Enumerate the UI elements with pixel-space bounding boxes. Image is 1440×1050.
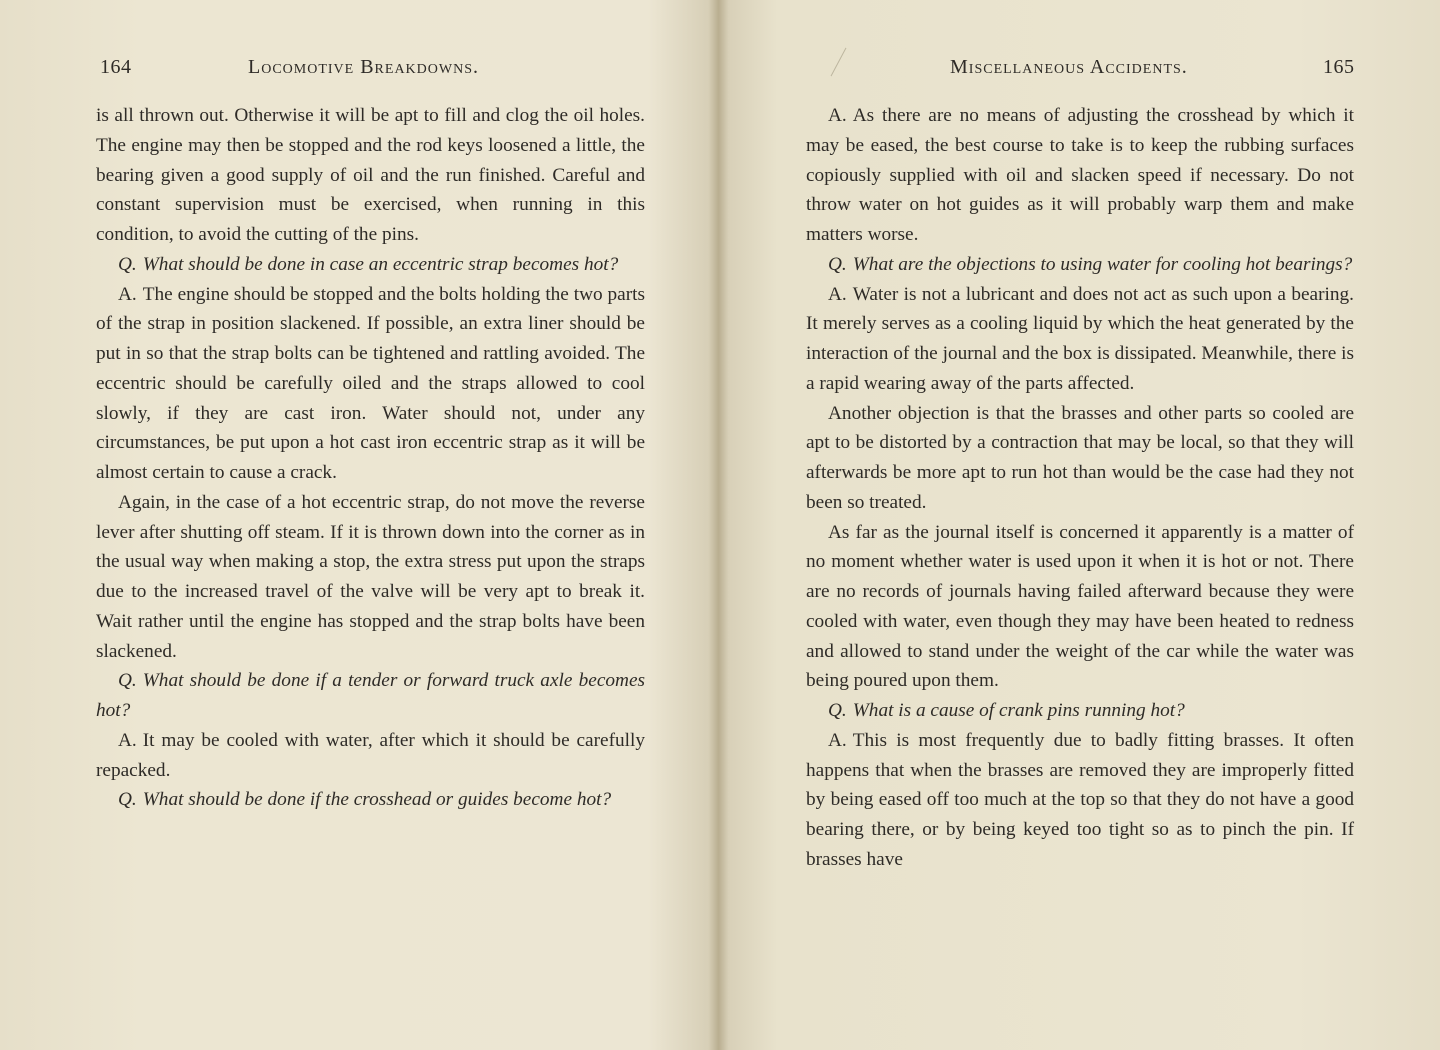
paragraph-text: What is a cause of crank pins running hot? bbox=[852, 700, 1185, 721]
answer-paragraph bbox=[96, 726, 645, 786]
body-paragraph bbox=[96, 488, 645, 667]
continued-paragraph bbox=[96, 101, 645, 250]
question-label: Q. bbox=[828, 253, 847, 275]
paragraph-text: As far as the journal itself is concerned it apparently is a matter of no moment whether water is used upon it when it is hot or not. There are no records of journals having failed afterward because they were cooled with water, even though they may have been heated to redness and allowed to stand under the weight of the car while the water was being poured upon them. bbox=[806, 521, 1354, 692]
paragraph-text: is all thrown out. Otherwise it will be apt to fill and clog the oil holes. The engine may then be stopped and the rod keys loosened a little, the bearing given a good supply of oil and the run finished. Careful and constant supervision must be exercised, when running in this condition, to avoid the cutting of the pins. bbox=[96, 105, 645, 245]
answer-label: A. bbox=[118, 283, 137, 305]
answer-paragraph bbox=[806, 280, 1354, 399]
running-head-left: Locomotive Breakdowns. bbox=[248, 56, 479, 78]
question-paragraph bbox=[96, 785, 645, 815]
paragraph-text: It may be cooled with water, after which it should be carefully repacked. bbox=[96, 729, 645, 781]
left-page-body bbox=[96, 101, 645, 815]
answer-paragraph bbox=[806, 101, 1354, 250]
question-label: Q. bbox=[118, 789, 137, 811]
right-page-body bbox=[806, 101, 1354, 875]
question-label: Q. bbox=[118, 670, 137, 692]
paragraph-text: What are the objections to using water for cooling hot bearings? bbox=[852, 253, 1353, 275]
question-paragraph bbox=[806, 696, 1354, 726]
page-number-right: 165 bbox=[1323, 56, 1355, 78]
paragraph-text: Water is not a lubricant and does not act as such upon a bearing. It merely serves as a cooling liquid by which the heat generated by the interaction of the journal and the box is dissipated. Meanwhile, there is a rapid wearing away of the parts affected. bbox=[806, 283, 1354, 394]
paragraph-text: As there are no means of adjusting the crosshead by which it may be eased, the best course to take is to keep the rubbing surfaces copiously supplied with oil and slacken speed if necessary. Do not throw water on hot guides as it will probably warp them and make matters worse. bbox=[806, 105, 1354, 245]
answer-label: A. bbox=[828, 105, 847, 126]
body-paragraph bbox=[806, 518, 1354, 697]
paragraph-text: Another objection is that the brasses and other parts so cooled are apt to be distorted by a contraction that may be local, so that they will afterwards be more apt to run hot than would be the case had they not been so treated. bbox=[806, 402, 1354, 513]
question-paragraph bbox=[96, 666, 645, 726]
paragraph-text: What should be done in case an eccentric strap becomes hot? bbox=[142, 253, 619, 275]
right-page bbox=[720, 0, 1440, 1050]
page-number-left: 164 bbox=[100, 56, 132, 78]
question-paragraph bbox=[806, 250, 1354, 280]
paragraph-text: This is most frequently due to badly fitting brasses. It often happens that when the brasses are removed they are improperly fitted by being eased off too much at the top so that they do not have a good bearing there, or by being keyed too tight so as to pinch the pin. If brasses have bbox=[806, 729, 1354, 870]
answer-paragraph bbox=[96, 280, 645, 488]
paragraph-text: What should be done if the crosshead or guides become hot? bbox=[142, 789, 612, 811]
answer-label: A. bbox=[828, 283, 847, 305]
question-paragraph bbox=[96, 250, 645, 280]
paragraph-text: The engine should be stopped and the bolts holding the two parts of the strap in position slackened. If possible, an extra liner should be put in so that the strap bolts can be tightened and rattling avoided. The eccentric should be carefully oiled and the straps allowed to cool slowly, if they are cast iron. Water should not, under any circumstances, be put upon a hot cast iron eccentric strap as it will be almost certain to cause a crack. bbox=[96, 283, 645, 483]
answer-label: A. bbox=[828, 729, 847, 751]
body-paragraph bbox=[806, 399, 1354, 518]
answer-paragraph bbox=[806, 726, 1354, 875]
question-label: Q. bbox=[828, 700, 847, 721]
paragraph-text: What should be done if a tender or forward truck axle becomes hot? bbox=[96, 670, 645, 721]
answer-label: A. bbox=[118, 729, 137, 751]
question-label: Q. bbox=[118, 253, 137, 275]
paragraph-text: Again, in the case of a hot eccentric strap, do not move the reverse lever after shutting off steam. If it is thrown down into the corner as in the usual way when making a stop, the extra stress put upon the straps due to the increased travel of the valve will be very apt to break it. Wait rather until the engine has stopped and the strap bolts have been slackened. bbox=[96, 491, 645, 662]
running-head-right: Miscellaneous Accidents. bbox=[950, 56, 1188, 78]
